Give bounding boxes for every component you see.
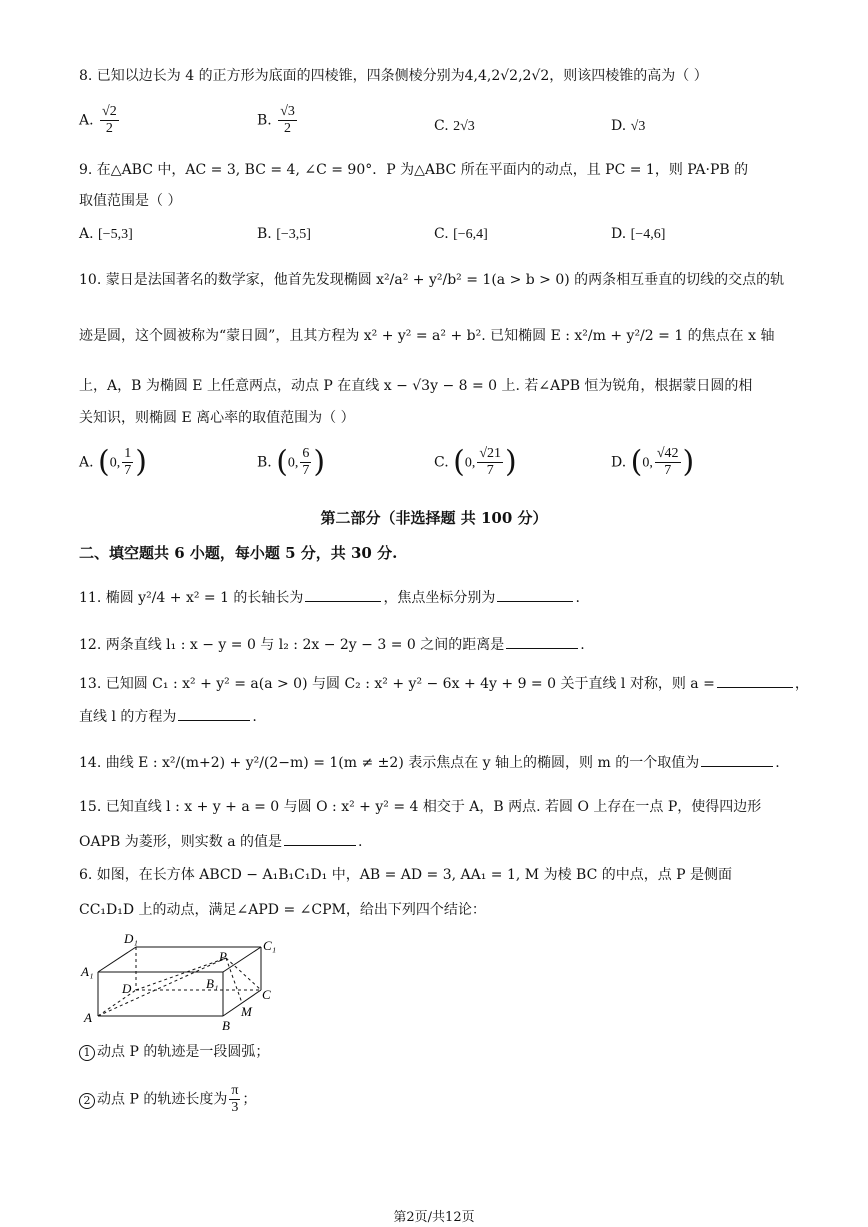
answer-blank[interactable]	[178, 706, 250, 721]
q13-line1: 13. 已知圆 C₁ : x² + y² = a(a > 0) 与圆 C₂ : x² + y² − 6x + 4y + 9 = 0 关于直线 l 对称，则 a = ，	[79, 673, 809, 694]
label-m: M	[241, 1004, 252, 1019]
answer-blank[interactable]	[284, 831, 356, 846]
q9-option-c: C. [−6,4]	[434, 226, 488, 242]
answer-blank[interactable]	[305, 587, 381, 602]
section-heading: 二、填空题共 6 小题，每小题 5 分，共 30 分.	[79, 544, 398, 562]
q16-line2: CC₁D₁D 上的动点，满足∠APD = ∠CPM，给出下列四个结论：	[79, 902, 486, 918]
q15-line1: 15. 已知直线 l : x + y + a = 0 与圆 O : x² + y² = 4 相交于 A，B 两点. 若圆 O 上存在一点 P，使得四边形	[79, 799, 762, 815]
page-footer: 第2页/共12页	[393, 1210, 475, 1225]
q8-stem: 8. 已知以边长为 4 的正方形为底面的四棱锥，四条侧棱分别为4,4,2√2,2√2，则该四棱锥的高为（ ）	[79, 68, 708, 84]
q8-option-a: A. $\frac{√2}{2}$	[79, 104, 117, 136]
q10-line1: 10. 蒙日是法国著名的数学家，他首先发现椭圆 x²/a² + y²/b² = 1(a > b > 0) 的两条相互垂直的切线的交点的轨	[79, 272, 785, 288]
answer-blank[interactable]	[701, 752, 773, 767]
q10-line2: 迹是圆，这个圆被称为“蒙日圆”，且其方程为 x² + y² = a² + b². 已知椭圆 E : x²/m + y²/2 = 1 的焦点在 x 轴	[79, 328, 775, 344]
q13-line2: 直线 l 的方程为 .	[79, 706, 257, 727]
fraction: $\frac{\pi}{3}$	[231, 1083, 239, 1115]
label-d: D	[122, 981, 132, 996]
circled-number-1: 1	[79, 1045, 95, 1061]
q10-option-b: B. (0, $\frac{6}{7}$ )	[257, 444, 326, 480]
q10-option-a: A. (0, $\frac{1}{7}$ )	[79, 444, 147, 480]
answer-blank[interactable]	[717, 673, 793, 688]
fraction: $\frac{√42}{7}$	[656, 446, 679, 478]
q9-stem-line1: 9. 在△ABC 中，AC = 3, BC = 4, ∠C = 90°．P 为△ABC 所在平面内的动点，且 PC = 1，则 PA·PB 的	[79, 162, 749, 178]
fraction: $\frac{√3}{2}$	[280, 104, 295, 136]
q11: 11. 椭圆 y²/4 + x² = 1 的长轴长为 ，焦点坐标分别为 .	[79, 587, 580, 608]
q9-option-a: A. [−5,3]	[79, 226, 133, 242]
q9-option-b: B. [−3,5]	[257, 226, 311, 242]
label-d1: D₁	[124, 931, 138, 946]
q16-conclusion-2: 2 动点 P 的轨迹长度为 $\frac{\pi}{3}$ ；	[79, 1083, 256, 1116]
label-a1: A₁	[81, 964, 94, 979]
q10-line3: 上，A，B 为椭圆 E 上任意两点，动点 P 在直线 x − √3y − 8 = 0 上. 若∠APB 恒为锐角，根据蒙日圆的相	[79, 378, 753, 394]
q9-stem-line2: 取值范围是（ ）	[79, 193, 182, 209]
answer-blank[interactable]	[506, 634, 578, 649]
q8-option-c: C. 2√3	[434, 118, 475, 134]
label-c1: C₁	[263, 938, 277, 953]
q16-conclusion-1: 1 动点 P 的轨迹是一段圆弧；	[79, 1042, 269, 1062]
circled-number-2: 2	[79, 1093, 95, 1109]
q12: 12. 两条直线 l₁ : x − y = 0 与 l₂ : 2x − 2y − 3 = 0 之间的距离是 .	[79, 634, 585, 655]
label-b1: B₁	[206, 976, 219, 991]
answer-blank[interactable]	[497, 587, 573, 602]
q8-option-d: D. √3	[611, 118, 646, 134]
q9-option-d: D. [−4,6]	[611, 226, 666, 242]
q10-option-d: D. (0, $\frac{√42}{7}$ )	[611, 444, 695, 480]
label-b: B	[222, 1018, 230, 1033]
label-p: P	[219, 949, 227, 964]
q14: 14. 曲线 E : x²/(m+2) + y²/(2−m) = 1(m ≠ ±2) 表示焦点在 y 轴上的椭圆，则 m 的一个取值为 .	[79, 752, 780, 773]
cuboid-figure	[78, 930, 278, 1035]
q10-line4: 关知识，则椭圆 E 离心率的取值范围为（ ）	[79, 410, 355, 426]
fraction: $\frac{1}{7}$	[124, 446, 132, 478]
fraction: $\frac{6}{7}$	[302, 446, 310, 478]
q8-option-b: B. $\frac{√3}{2}$	[257, 104, 295, 136]
q15-line2: OAPB 为菱形，则实数 a 的值是 .	[79, 831, 362, 852]
label-a: A	[84, 1010, 92, 1025]
q10-option-c: C. (0, $\frac{√21}{7}$ )	[434, 444, 517, 480]
q16-line1: 6. 如图，在长方体 ABCD − A₁B₁C₁D₁ 中，AB = AD = 3, AA₁ = 1, M 为棱 BC 的中点，点 P 是侧面	[79, 867, 733, 883]
fraction: $\frac{√21}{7}$	[479, 446, 502, 478]
part-heading: 第二部分（非选择题 共 100 分）	[320, 509, 548, 527]
fraction: $\frac{√2}{2}$	[102, 104, 117, 136]
label-c: C	[262, 987, 271, 1002]
